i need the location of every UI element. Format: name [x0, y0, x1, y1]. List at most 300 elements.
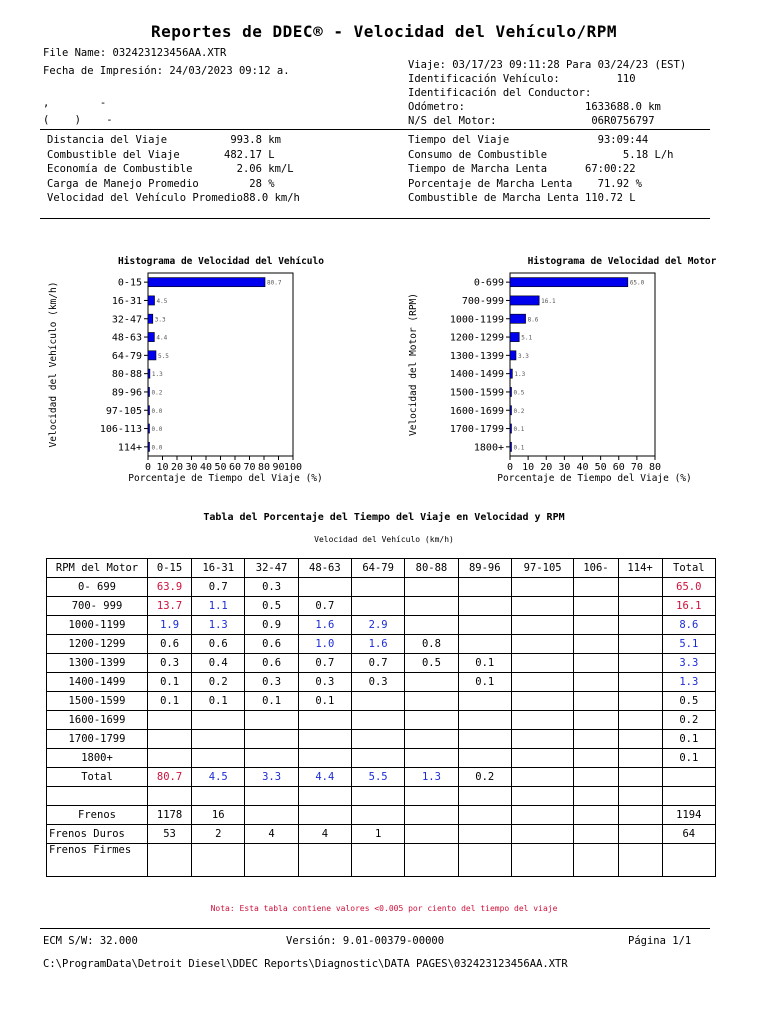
table-cell — [511, 597, 574, 616]
odometer: Odómetro: 1633688.0 km — [408, 101, 661, 113]
x-tick-label: 80 — [648, 462, 662, 473]
table-cell: 1.0 — [298, 635, 351, 654]
row-label: 700- 999 — [47, 597, 148, 616]
column-header: 64-79 — [352, 559, 405, 578]
table-cell — [458, 635, 511, 654]
x-tick-label: 30 — [558, 462, 571, 473]
x-tick-label: 30 — [185, 462, 198, 473]
bar-value-label: 5.5 — [157, 352, 169, 360]
category-label: 1300-1399 — [449, 350, 504, 362]
table-cell — [662, 787, 715, 806]
x-axis-label: Porcentaje de Tiempo del Viaje (%) — [497, 473, 692, 484]
x-tick-label: 70 — [630, 462, 643, 473]
column-header: 89-96 — [458, 559, 511, 578]
table-cell — [618, 597, 662, 616]
column-header: 97-105 — [511, 559, 574, 578]
bar-value-label: 16.1 — [541, 297, 556, 305]
table-cell — [192, 787, 245, 806]
category-label: 1600-1699 — [449, 405, 504, 417]
vehicle-id: Identificación Vehículo: 110 — [408, 73, 636, 85]
table-cell — [405, 749, 458, 768]
row-label: Frenos Firmes — [47, 844, 148, 877]
table-cell: 0.5 — [245, 597, 298, 616]
x-tick-label: 50 — [214, 462, 227, 473]
table-cell — [192, 730, 245, 749]
table-cell: 8.6 — [662, 616, 715, 635]
table-cell: 0.2 — [662, 711, 715, 730]
report-title: Reportes de DDEC® - Velocidad del Vehículo/RPM — [150, 22, 618, 41]
bar-value-label: 3.3 — [154, 316, 166, 324]
table-cell — [458, 578, 511, 597]
table-cell: 1.3 — [192, 616, 245, 635]
table-cell: 0.2 — [192, 673, 245, 692]
x-tick-label: 0 — [506, 462, 514, 473]
table-subtitle: Velocidad del Vehículo (km/h) — [314, 535, 454, 544]
contact-line-a: , - — [43, 97, 107, 109]
table-cell: 0.3 — [352, 673, 405, 692]
y-axis-label: Velocidad del Motor (RPM) — [408, 293, 419, 436]
table-cell — [511, 730, 574, 749]
table-note: Nota: Esta tabla contiene valores <0.005 por ciento del tiempo del viaje — [210, 904, 558, 913]
table-cell: 0.7 — [352, 654, 405, 673]
table-cell — [245, 711, 298, 730]
table-cell: 0.6 — [148, 635, 192, 654]
row-label: Total — [47, 768, 148, 787]
x-tick-label: 60 — [228, 462, 242, 473]
column-header: 114+ — [618, 559, 662, 578]
table-row — [47, 768, 716, 787]
table-cell — [511, 787, 574, 806]
table-row — [47, 711, 716, 730]
table-cell: 0.1 — [148, 692, 192, 711]
table-cell: 1.6 — [298, 616, 351, 635]
table-cell: 1.3 — [405, 768, 458, 787]
table-row — [47, 635, 716, 654]
category-label: 1000-1199 — [449, 314, 504, 326]
bar — [148, 314, 153, 323]
bar — [510, 387, 512, 396]
table-cell — [405, 692, 458, 711]
table-cell — [352, 711, 405, 730]
x-tick-label: 70 — [243, 462, 256, 473]
driver-id: Identificación del Conductor: — [408, 87, 592, 99]
y-axis-label: Velocidad del Vehículo (km/h) — [48, 281, 59, 448]
table-cell — [458, 730, 511, 749]
row-label: Frenos — [47, 806, 148, 825]
category-label: 0-699 — [473, 277, 504, 289]
table-cell — [618, 616, 662, 635]
table-cell: 80.7 — [148, 768, 192, 787]
table-cell — [352, 692, 405, 711]
table-cell: 0.1 — [662, 730, 715, 749]
header-divider — [40, 129, 710, 130]
x-tick-label: 40 — [576, 462, 589, 473]
table-cell: 0.1 — [148, 673, 192, 692]
column-header: Total — [662, 559, 715, 578]
table-cell — [352, 578, 405, 597]
table-cell: 0.3 — [245, 578, 298, 597]
table-cell — [574, 844, 618, 877]
table-cell — [352, 749, 405, 768]
summary_right-line: Tiempo del Viaje 93:09:44 — [408, 134, 649, 146]
table-cell — [574, 787, 618, 806]
table-cell: 5.1 — [662, 635, 715, 654]
summary_left-line: Combustible del Viaje 482.17 L — [47, 148, 275, 161]
table-cell — [405, 844, 458, 877]
bar-value-label: 0.0 — [151, 407, 163, 415]
summary_right-line: Tiempo de Marcha Lenta 67:00:22 — [408, 163, 636, 175]
table-cell — [245, 730, 298, 749]
table-cell — [618, 768, 662, 787]
table-cell — [574, 597, 618, 616]
table-cell: 0.3 — [148, 654, 192, 673]
row-label: 1600-1699 — [47, 711, 148, 730]
table-cell — [405, 578, 458, 597]
table-cell — [458, 787, 511, 806]
table-cell — [298, 578, 351, 597]
row-label: 1000-1199 — [47, 616, 148, 635]
table-cell: 0.4 — [192, 654, 245, 673]
category-label: 1200-1299 — [449, 332, 504, 344]
bar-value-label: 0.2 — [513, 407, 525, 415]
table-cell — [511, 616, 574, 635]
x-tick-label: 20 — [170, 462, 184, 473]
category-label: 97-105 — [105, 405, 142, 417]
bar — [148, 406, 150, 415]
table-cell — [458, 692, 511, 711]
table-cell: 1.3 — [662, 673, 715, 692]
version: Versión: 9.01-00379-00000 — [286, 935, 445, 947]
summary_left-line: Velocidad del Vehículo Promedio88.0 km/h — [47, 192, 300, 204]
vehicle-speed-histogram — [40, 250, 360, 490]
table-row — [47, 749, 716, 768]
table-cell: 4.4 — [298, 768, 351, 787]
category-label: 80-88 — [111, 369, 142, 381]
table-cell — [574, 616, 618, 635]
table-row — [47, 806, 716, 825]
column-header: 0-15 — [148, 559, 192, 578]
row-label: 1800+ — [47, 749, 148, 768]
table-cell — [405, 787, 458, 806]
table-cell: 64 — [662, 825, 715, 844]
table-cell — [511, 692, 574, 711]
x-tick-label: 40 — [199, 462, 213, 473]
bar-value-label: 4.4 — [156, 334, 168, 342]
column-header: 32-47 — [245, 559, 298, 578]
bar — [510, 424, 512, 433]
summary_left-line: Economía de Combustible 2.06 km/L — [47, 163, 294, 175]
summary-divider — [40, 218, 710, 219]
row-label: 1700-1799 — [47, 730, 148, 749]
table-cell: 0.1 — [245, 692, 298, 711]
table-cell — [511, 673, 574, 692]
bar-value-label: 5.1 — [521, 334, 533, 342]
x-axis-label: Porcentaje de Tiempo del Viaje (%) — [128, 473, 323, 484]
table-cell: 4 — [245, 825, 298, 844]
row-label: 1400-1499 — [47, 673, 148, 692]
table-row — [47, 597, 716, 616]
table-cell — [458, 749, 511, 768]
table-cell: 3.3 — [245, 768, 298, 787]
table-cell — [511, 749, 574, 768]
speed-rpm-table — [46, 558, 716, 877]
x-tick-label: 20 — [540, 462, 553, 473]
file-name: File Name: 032423123456AA.XTR — [43, 47, 227, 59]
table-cell: 1178 — [148, 806, 192, 825]
table-cell — [574, 654, 618, 673]
x-tick-label: 60 — [612, 462, 625, 473]
table-row — [47, 616, 716, 635]
table-cell: 0.2 — [458, 768, 511, 787]
table-cell — [245, 844, 298, 877]
table-cell — [618, 806, 662, 825]
chart-title: Histograma de Velocidad del Motor — [527, 256, 717, 267]
summary_right-line: Porcentaje de Marcha Lenta 71.92 % — [408, 177, 642, 190]
bar — [510, 314, 526, 323]
table-cell: 16 — [192, 806, 245, 825]
bar — [148, 424, 150, 433]
table-cell — [192, 711, 245, 730]
category-label: 114+ — [117, 442, 142, 454]
table-cell: 0.7 — [298, 654, 351, 673]
bar-value-label: 0.0 — [151, 426, 163, 434]
table-cell — [618, 844, 662, 877]
bar-value-label: 65.0 — [629, 279, 645, 287]
x-tick-label: 0 — [144, 462, 152, 473]
table-cell — [405, 597, 458, 616]
row-label: 1200-1299 — [47, 635, 148, 654]
page-number: Página 1/1 — [628, 935, 692, 947]
table-cell — [148, 711, 192, 730]
table-cell: 0.1 — [192, 692, 245, 711]
bar — [148, 332, 154, 341]
row-label: 1500-1599 — [47, 692, 148, 711]
category-label: 16-31 — [111, 295, 142, 307]
table-cell — [511, 578, 574, 597]
table-row — [47, 654, 716, 673]
ecm-software: ECM S/W: 32.000 — [43, 935, 138, 947]
table-cell — [618, 730, 662, 749]
table-cell: 0.3 — [245, 673, 298, 692]
trip-range: Viaje: 03/17/23 09:11:28 Para 03/24/23 (EST) — [408, 59, 687, 71]
x-tick-label: 80 — [257, 462, 271, 473]
table-cell — [618, 825, 662, 844]
table-cell: 0.6 — [245, 635, 298, 654]
row-label: 0- 699 — [47, 578, 148, 597]
bar — [510, 278, 628, 287]
table-cell — [352, 844, 405, 877]
category-label: 700-999 — [461, 295, 504, 307]
bar-value-label: 8.6 — [527, 316, 539, 324]
table-row — [47, 578, 716, 597]
print-date: Fecha de Impresión: 24/03/2023 09:12 a. — [43, 65, 290, 77]
category-label: 48-63 — [111, 332, 142, 344]
category-label: 0-15 — [117, 277, 142, 289]
table-cell — [618, 711, 662, 730]
table-cell — [511, 711, 574, 730]
bar-value-label: 0.1 — [513, 444, 525, 452]
table-cell: 5.5 — [352, 768, 405, 787]
table-cell — [618, 635, 662, 654]
table-cell — [352, 787, 405, 806]
table-cell — [148, 730, 192, 749]
table-cell: 0.6 — [245, 654, 298, 673]
table-cell — [618, 578, 662, 597]
table-cell — [298, 844, 351, 877]
table-cell: 16.1 — [662, 597, 715, 616]
table-cell — [405, 673, 458, 692]
table-title: Tabla del Porcentaje del Tiempo del Viaje en Velocidad y RPM — [203, 512, 565, 523]
table-cell: 1.6 — [352, 635, 405, 654]
table-cell — [574, 673, 618, 692]
category-label: 1700-1799 — [449, 424, 504, 436]
table-cell — [148, 787, 192, 806]
category-label: 1800+ — [473, 442, 504, 454]
table-cell — [245, 806, 298, 825]
table-cell — [618, 673, 662, 692]
table-cell: 0.5 — [405, 654, 458, 673]
table-cell: 1.9 — [148, 616, 192, 635]
table-cell: 0.7 — [192, 578, 245, 597]
table-cell — [298, 749, 351, 768]
table-cell — [511, 635, 574, 654]
table-cell — [405, 730, 458, 749]
x-tick-label: 10 — [156, 462, 169, 473]
table-cell — [458, 825, 511, 844]
summary_right-line: Combustible de Marcha Lenta 110.72 L — [408, 192, 636, 204]
table-cell — [405, 806, 458, 825]
contact-line-b: ( ) - — [43, 114, 113, 126]
category-label: 1500-1599 — [449, 387, 504, 399]
row-label: 1300-1399 — [47, 654, 148, 673]
table-cell — [148, 749, 192, 768]
bar-value-label: 0.0 — [151, 444, 163, 452]
table-cell — [405, 825, 458, 844]
table-cell: 2 — [192, 825, 245, 844]
column-header: 48-63 — [298, 559, 351, 578]
table-cell: 0.6 — [192, 635, 245, 654]
bar — [148, 351, 156, 360]
table-cell: 53 — [148, 825, 192, 844]
table-cell: 0.3 — [298, 673, 351, 692]
category-label: 106-113 — [99, 424, 142, 436]
bar — [510, 369, 512, 378]
x-tick-label: 10 — [522, 462, 535, 473]
table-cell — [298, 711, 351, 730]
table-cell — [618, 787, 662, 806]
chart-title: Histograma de Velocidad del Vehículo — [118, 256, 324, 267]
table-cell — [352, 597, 405, 616]
table-row — [47, 730, 716, 749]
table-cell — [352, 806, 405, 825]
table-row — [47, 787, 716, 806]
bar — [148, 442, 150, 451]
bar — [510, 332, 519, 341]
table-cell: 65.0 — [662, 578, 715, 597]
table-cell — [574, 749, 618, 768]
table-cell — [511, 806, 574, 825]
table-cell — [511, 654, 574, 673]
bar-value-label: 0.2 — [151, 389, 163, 397]
bar-value-label: 3.3 — [517, 352, 529, 360]
bar-value-label: 0.5 — [513, 389, 525, 397]
table-cell — [511, 844, 574, 877]
table-cell — [618, 692, 662, 711]
table-cell — [618, 654, 662, 673]
bar — [510, 296, 539, 305]
table-cell — [574, 578, 618, 597]
table-cell: 4.5 — [192, 768, 245, 787]
table-cell — [192, 844, 245, 877]
table-cell: 1194 — [662, 806, 715, 825]
table-cell — [574, 806, 618, 825]
file-path: C:\ProgramData\Detroit Diesel\DDEC Reports\Diagnostic\DATA PAGES\032423123456AA.XTR — [43, 958, 568, 970]
table-cell: 4 — [298, 825, 351, 844]
table-cell: 0.9 — [245, 616, 298, 635]
table-row — [47, 825, 716, 844]
table-cell — [352, 730, 405, 749]
table-cell — [618, 749, 662, 768]
table-cell: 0.1 — [458, 673, 511, 692]
table-cell — [405, 616, 458, 635]
table-cell — [662, 768, 715, 787]
table-cell — [574, 730, 618, 749]
bar-value-label: 1.3 — [514, 371, 526, 379]
bar — [148, 369, 150, 378]
category-label: 64-79 — [111, 350, 142, 362]
table-cell — [574, 825, 618, 844]
engine-speed-histogram — [400, 250, 730, 490]
bar — [148, 387, 150, 396]
bar-value-label: 0.1 — [513, 426, 525, 434]
table-header-row — [47, 559, 716, 578]
bar-value-label: 80.7 — [267, 279, 282, 287]
column-header: 80-88 — [405, 559, 458, 578]
table-cell: 2.9 — [352, 616, 405, 635]
column-header: 16-31 — [192, 559, 245, 578]
table-cell: 0.1 — [662, 749, 715, 768]
table-row — [47, 673, 716, 692]
summary_left-line: Distancia del Viaje 993.8 km — [47, 134, 281, 146]
table-row — [47, 844, 716, 877]
table-cell: 0.8 — [405, 635, 458, 654]
bar-value-label: 1.3 — [151, 371, 163, 379]
column-header: 106- — [574, 559, 618, 578]
table-cell — [511, 768, 574, 787]
table-cell — [458, 616, 511, 635]
engine-serial: N/S del Motor: 06R0756797 — [408, 115, 655, 127]
table-cell: 3.3 — [662, 654, 715, 673]
bar — [148, 296, 155, 305]
bar — [510, 406, 512, 415]
table-cell: 1 — [352, 825, 405, 844]
table-cell: 0.1 — [458, 654, 511, 673]
table-cell — [458, 711, 511, 730]
table-cell: 13.7 — [148, 597, 192, 616]
table-cell — [662, 844, 715, 877]
table-cell: 0.7 — [298, 597, 351, 616]
table-cell — [574, 692, 618, 711]
table-cell — [298, 806, 351, 825]
table-cell: 0.5 — [662, 692, 715, 711]
table-cell — [574, 635, 618, 654]
bar — [510, 442, 512, 451]
bar — [148, 278, 265, 287]
table-row — [47, 692, 716, 711]
category-label: 32-47 — [111, 314, 142, 326]
table-cell: 0.1 — [298, 692, 351, 711]
table-cell — [245, 787, 298, 806]
